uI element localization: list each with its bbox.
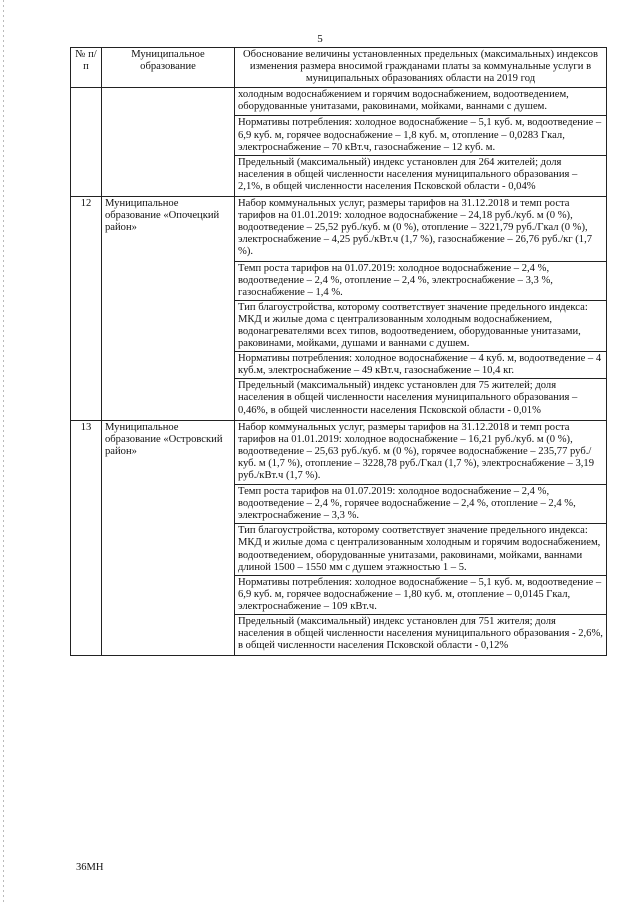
row-municipality: Муниципальное образование «Островский район» [102, 420, 235, 656]
table-header [71, 48, 607, 88]
paragraph: Предельный (максимальный) индекс установлен для 751 жителя; доля населения в общей численности населения муниципального образования - 2,6%, в общей численности населения Псковской области - 0,12% [235, 614, 606, 653]
table-row [71, 420, 607, 656]
row-municipality [102, 88, 235, 197]
row-number [71, 88, 102, 197]
paragraph: Нормативы потребления: холодное водоснабжение – 4 куб. м, водоотведение – 4 куб.м, электроснабжение – 49 кВт.ч, газоснабжение – 10,4 кг. [235, 351, 606, 378]
header-justification: Обоснование величины установленных предельных (максимальных) индексов изменения размера вносимой гражданами платы за коммунальные услуги в муниципальных образованиях области на 2019 год [235, 48, 607, 88]
page-number: 5 [317, 33, 323, 45]
paragraph: Нормативы потребления: холодное водоснабжение – 5,1 куб. м, водоотведение – 6,9 куб. м, горячее водоснабжение – 1,8 куб. м, отопление – 0,0283 Гкал, электроснабжение – 70 кВт.ч, газоснабжение – 12 куб. м. [235, 115, 606, 154]
paragraph: Тип благоустройства, которому соответствует значение предельного индекса: МКД и жилые дома с централизованным холодным водоснабжением, водонагревателями всех типов, водоотведением, оборудованные унитазами, раковинами, мойками, душами и ваннами с душем. [235, 300, 606, 351]
paragraph: Набор коммунальных услуг, размеры тарифов на 31.12.2018 и темп роста тарифов на 01.01.2019: холодное водоснабжение – 24,18 руб./куб. м (0 %), водоотведение – 25,52 руб./куб. м (0 %), отопление – 3221,79 руб./Гкал (0 %), электроснабжение – 4,25 руб./кВт.ч (1,7 %), газоснабжение – 26,76 руб./кг (1,7 %). [238, 198, 593, 258]
paragraph: Нормативы потребления: холодное водоснабжение – 5,1 куб. м, водоотведение – 6,9 куб. м, горячее водоснабжение – 1,80 куб. м, отопление – 0,0145 Гкал, электроснабжение – 109 кВт.ч. [235, 575, 606, 614]
header-municipality: Муниципальное образование [102, 48, 235, 88]
paragraph: Предельный (максимальный) индекс установлен для 75 жителей; доля населения в общей численности населения муниципального образования – 0,46%, в общей численности населения Псковской области - 0,01% [235, 378, 606, 417]
paragraph: Темп роста тарифов на 01.07.2019: холодное водоснабжение – 2,4 %, водоотведение – 2,4 %, горячее водоснабжение – 2,4 %, отопление – 2,4 %, электроснабжение – 3,3 %. [235, 484, 606, 523]
row-justification [235, 88, 607, 197]
row-municipality: Муниципальное образование «Опочецкий район» [102, 197, 235, 421]
paragraph: Предельный (максимальный) индекс установлен для 264 жителей; доля населения в общей численности населения муниципального образования – 2,1%, в общей численности населения Псковской области - 0,04% [235, 155, 606, 194]
table-row [71, 88, 607, 197]
scan-margin-line [3, 0, 4, 905]
header-number: № п/п [71, 48, 102, 88]
row-number: 13 [71, 420, 102, 656]
row-justification [235, 420, 607, 656]
paragraph: Темп роста тарифов на 01.07.2019: холодное водоснабжение – 2,4 %, водоотведение – 2,4 %, отопление – 2,4 %, электроснабжение – 3,3 %, газоснабжение – 1,4 %. [235, 261, 606, 300]
row-number: 12 [71, 197, 102, 421]
row-justification [235, 197, 607, 421]
paragraph: Тип благоустройства, которому соответствует значение предельного индекса: МКД и жилые дома с централизованным холодным и горячим водоснабжением, водоотведением, оборудованные унитазами, раковинами, мойками, ваннами длиной 1500 – 1550 мм с душем этажностью 1 – 5. [235, 523, 606, 574]
table-row [71, 197, 607, 421]
document-code: 36МН [76, 862, 104, 873]
paragraph: холодным водоснабжением и горячим водоснабжением, водоотведением, оборудованные унитазами, раковинами, мойками, ваннами с душем. [238, 89, 569, 113]
paragraph: Набор коммунальных услуг, размеры тарифов на 31.12.2018 и темп роста тарифов на 01.01.2019: холодное водоснабжение – 16,21 руб./куб. м (0 %), водоотведение – 25,63 руб./куб. м (0 %), горячее водоснабжение – 235,77 руб./куб. м (1,7 %), отопление – 3228,78 руб./Гкал (1,7 %), электроснабжение – 3,19 руб./кВт.ч (1,7 %). [238, 421, 595, 481]
justification-table [70, 47, 607, 656]
table-body [71, 88, 607, 656]
